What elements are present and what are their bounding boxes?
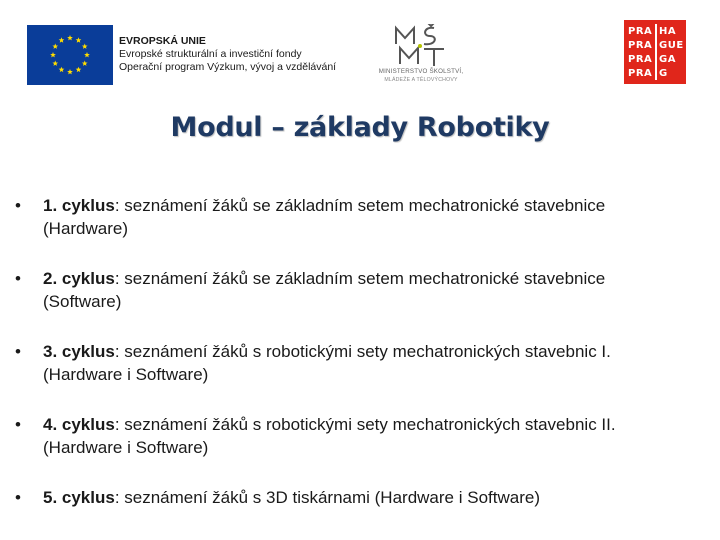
eu-line-3: Operační program Výzkum, vývoj a vzdělávání [119,61,337,73]
list-item [12,486,712,509]
praha-cell: PRA [628,26,653,37]
cycle-label: 2. cyklus [43,269,115,288]
cycle-description: : seznámení žáků s robotickými sety mechatronických stavebnic I. [114,342,611,361]
bullet-list [12,194,712,536]
cycle-label: 4. cyklus [43,415,115,434]
praha-cell: PRA [628,54,653,65]
eu-logo [27,25,395,85]
bullet-icon: • [15,415,21,434]
cycle-description-continued: (Software) [43,292,122,311]
list-item [12,267,712,313]
cycle-label: 3. cyklus [43,342,115,361]
praha-divider [655,24,657,80]
cycle-description: : seznámení žáků se základním setem mechatronické stavebnice [114,269,606,288]
cycle-description-continued: (Hardware) [43,219,129,238]
msmt-logo [366,24,476,90]
praha-cell: PRA [628,40,653,51]
cycle-label: 5. cyklus [43,488,115,507]
msmt-line-2: MLÁDEŽE A TĚLOVÝCHOVY [384,77,458,83]
cycle-description: : seznámení žáků s 3D tiskárnami (Hardware i Software) [114,488,540,507]
praha-cell: GUE [659,40,684,51]
list-item [12,413,712,459]
praha-cell: HA [659,26,677,37]
praha-cell: PRA [628,68,653,79]
bullet-icon: • [15,488,21,507]
bullet-icon: • [15,342,21,361]
msmt-line-1: MINISTERSTVO ŠKOLSTVÍ, [378,68,464,75]
eu-line-2: Evropské strukturální a investiční fondy [119,48,302,60]
cycle-description: : seznámení žáků se základním setem mechatronické stavebnice [114,196,606,215]
eu-text [119,35,336,74]
eu-line-1: EVROPSKÁ UNIE [119,35,206,47]
list-item [12,194,712,240]
praha-logo [624,20,686,84]
msmt-text [366,68,476,84]
cycle-description-continued: (Hardware i Software) [43,438,209,457]
page-title: Modul – základy Robotiky [170,112,550,143]
cycle-description-continued: (Hardware i Software) [43,365,209,384]
eu-flag-icon [27,25,113,85]
msmt-mark-icon [392,24,450,68]
cycle-label: 1. cyklus [43,196,115,215]
list-item [12,340,712,386]
cycle-description: : seznámení žáků s robotickými sety mechatronických stavebnic II. [114,415,616,434]
praha-cell: G [659,68,668,79]
bullet-icon: • [15,269,21,288]
praha-cell: GA [659,54,676,65]
bullet-icon: • [15,196,21,215]
